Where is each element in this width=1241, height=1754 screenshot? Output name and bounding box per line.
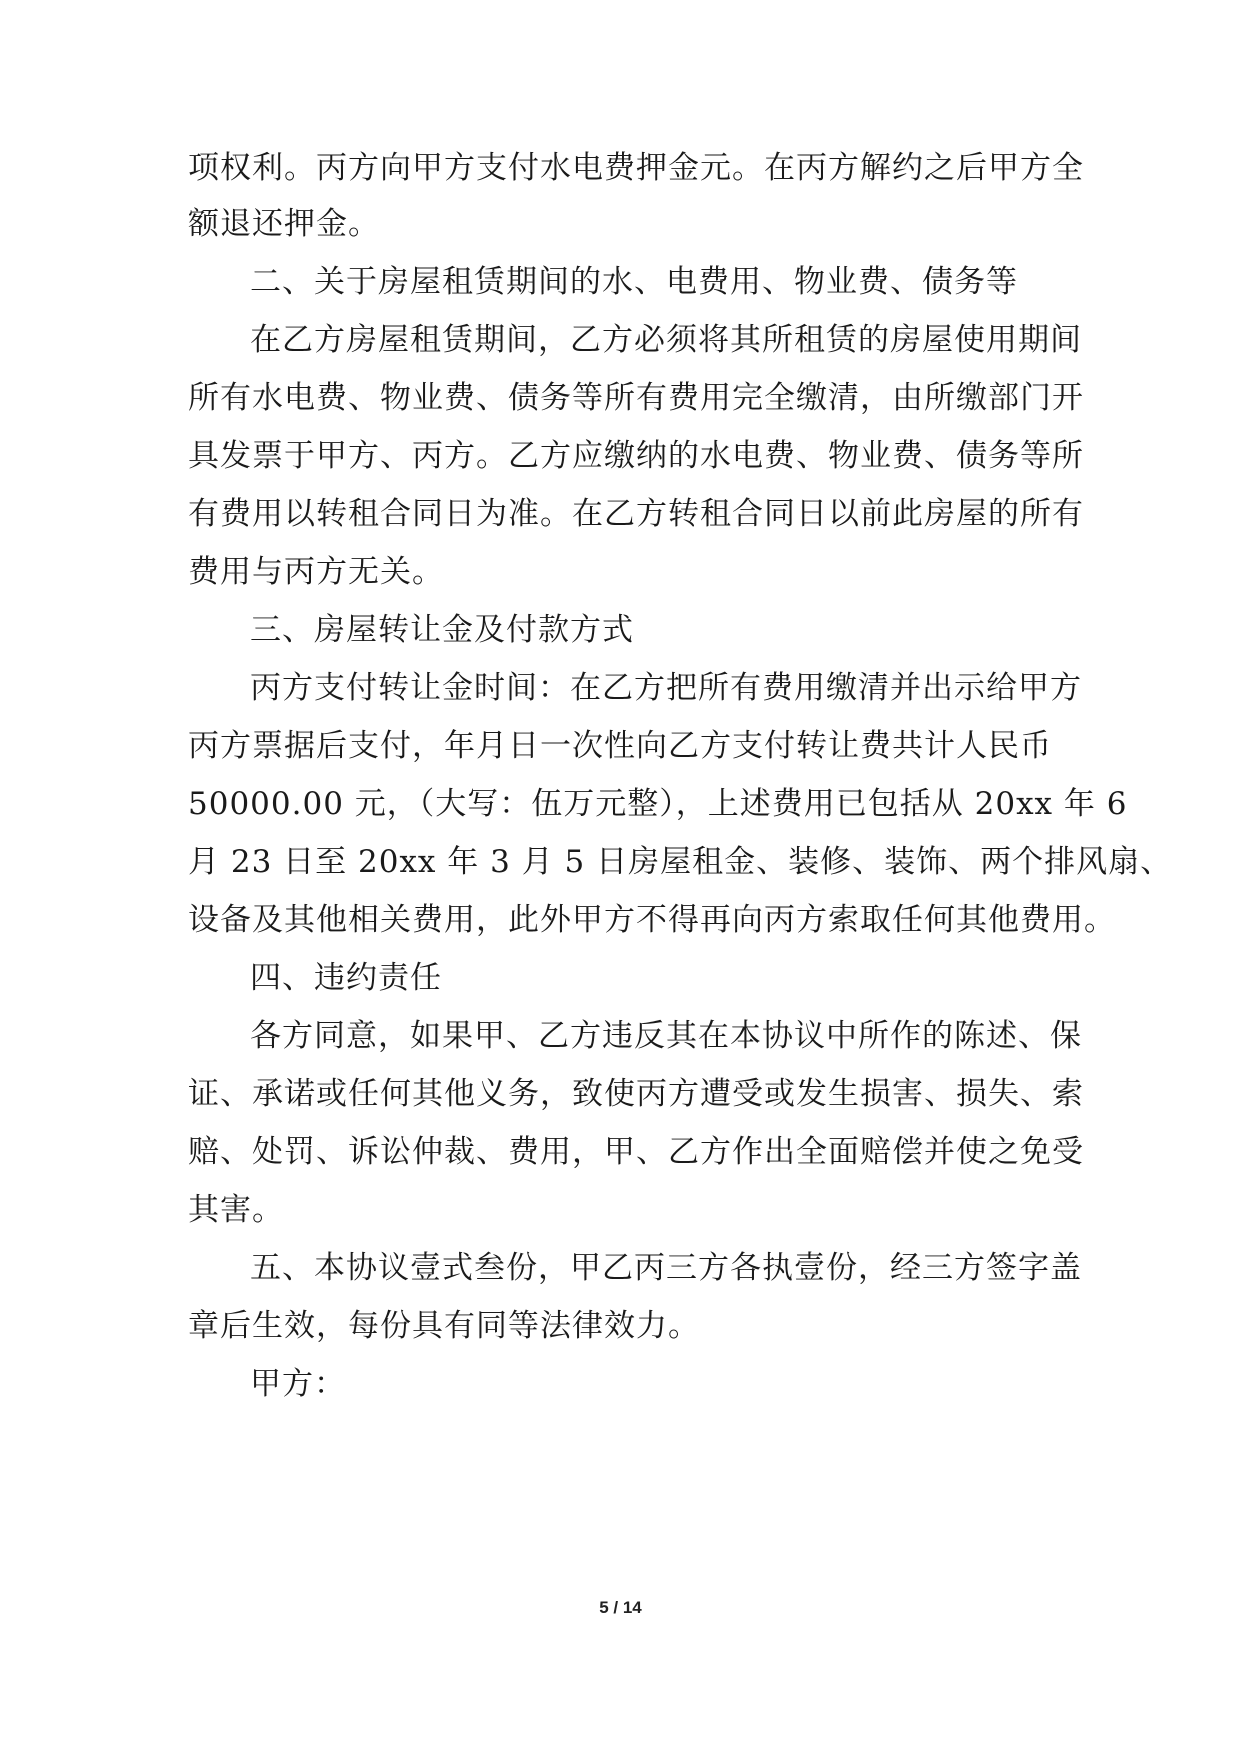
body-text-line: 费用与丙方无关。: [188, 554, 444, 590]
body-text-line: 丙方票据后支付，年月日一次性向乙方支付转让费共计人民币: [188, 728, 1052, 764]
body-text-line: 丙方支付转让金时间：在乙方把所有费用缴清并出示给甲方: [250, 670, 1082, 706]
body-text-line: 在乙方房屋租赁期间，乙方必须将其所租赁的房屋使用期间: [250, 322, 1082, 358]
body-text-line: 赔、处罚、诉讼仲裁、费用，甲、乙方作出全面赔偿并使之免受: [188, 1134, 1084, 1170]
body-text-line: 额退还押金。: [188, 206, 380, 242]
body-text-line: 证、承诺或任何其他义务，致使丙方遭受或发生损害、损失、索: [188, 1076, 1084, 1112]
body-text-line: 项权利。丙方向甲方支付水电费押金元。在丙方解约之后甲方全: [188, 150, 1084, 186]
section-heading-4: 四、违约责任: [250, 960, 442, 996]
page-number: 5 / 14: [599, 1598, 642, 1617]
body-text-line: 月 23 日至 20xx 年 3 月 5 日房屋租金、装修、装饰、两个排风扇、: [188, 844, 1173, 880]
body-text-line: 设备及其他相关费用，此外甲方不得再向丙方索取任何其他费用。: [188, 902, 1116, 938]
signature-party-a-label: 甲方：: [250, 1366, 346, 1402]
body-text-line: 章后生效，每份具有同等法律效力。: [188, 1308, 700, 1344]
body-text-line: 有费用以转租合同日为准。在乙方转租合同日以前此房屋的所有: [188, 496, 1084, 532]
section-heading-5: 五、本协议壹式叁份，甲乙丙三方各执壹份，经三方签字盖: [250, 1250, 1082, 1286]
section-heading-3: 三、房屋转让金及付款方式: [250, 612, 634, 648]
section-heading-2: 二、关于房屋租赁期间的水、电费用、物业费、债务等: [250, 264, 1018, 300]
body-text-line: 其害。: [188, 1192, 284, 1228]
body-text-line: 50000.00 元，（大写：伍万元整），上述费用已包括从 20xx 年 6: [188, 786, 1128, 822]
body-text-line: 所有水电费、物业费、债务等所有费用完全缴清，由所缴部门开: [188, 380, 1084, 416]
body-text-line: 具发票于甲方、丙方。乙方应缴纳的水电费、物业费、债务等所: [188, 438, 1084, 474]
body-text-line: 各方同意，如果甲、乙方违反其在本协议中所作的陈述、保: [250, 1018, 1082, 1054]
